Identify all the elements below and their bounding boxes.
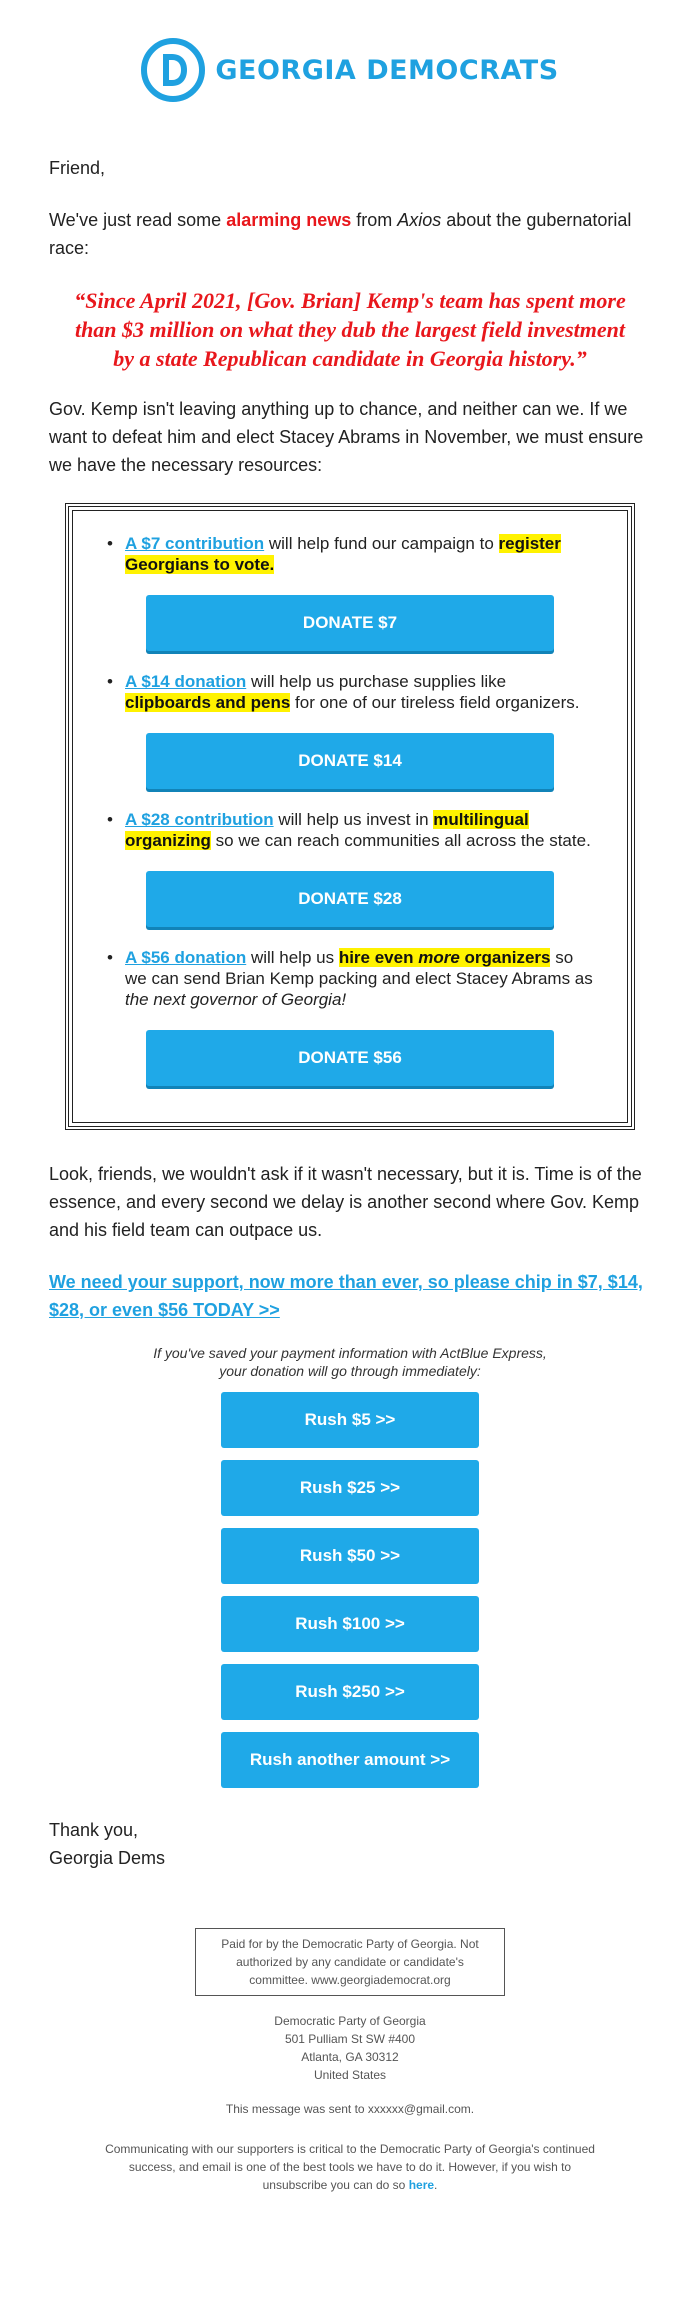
thank-you-text: Thank you, (49, 1820, 139, 1840)
bullet-icon: • (107, 810, 113, 829)
donation-list (107, 671, 593, 713)
bullet-icon: • (107, 948, 113, 967)
intro-text-c: about the gubernatorial race: (49, 210, 632, 258)
item-text: will help us invest in (273, 810, 434, 829)
address-line: Atlanta, GA 30312 (301, 2050, 399, 2064)
hl-emphasis: more (418, 948, 460, 967)
hl-text: organizers (459, 948, 551, 967)
donation-14-link[interactable]: A $14 donation (125, 672, 247, 691)
email-body (0, 154, 700, 1872)
axios-source: Axios (397, 210, 442, 230)
bullet-icon: • (107, 672, 113, 691)
item-text: so we can send Brian Kemp packing and elect Stacey Abrams as (125, 948, 593, 988)
democrats-d-icon (141, 38, 205, 102)
donate-56-button[interactable]: DONATE $56 (146, 1030, 554, 1086)
rush-25-button[interactable]: Rush $25 >> (221, 1460, 479, 1516)
contribution-7-link[interactable]: A $7 contribution (125, 534, 265, 553)
unsubscribe-notice (0, 2140, 700, 2194)
donate-7-button[interactable]: DONATE $7 (146, 595, 554, 651)
intro-text-b: from (351, 210, 398, 230)
donation-item-7 (107, 533, 593, 575)
item-text: will help us (246, 948, 339, 967)
unsubscribe-text: Communicating with our supporters is critical to the Democratic Party of Georgia's continued success, and email is one of the best tools we have to do it. However, if you wish to unsubscribe you can do so (105, 2142, 595, 2192)
address-line: Democratic Party of Georgia (274, 2014, 426, 2028)
donation-56-link[interactable]: A $56 donation (125, 948, 247, 967)
address-line: 501 Pulliam St SW #400 (284, 2032, 416, 2046)
unsubscribe-end: . (434, 2178, 438, 2192)
rush-250-button[interactable]: Rush $250 >> (221, 1664, 479, 1720)
alarming-news-text: alarming news (226, 210, 352, 230)
axios-quote: “Since April 2021, [Gov. Brian] Kemp's team has spent more than $3 million on what they dub the largest field investment by a state Republican candidate in Georgia history.” (74, 288, 626, 371)
rush-button-list (49, 1392, 651, 1788)
chip-in-cta-link[interactable]: We need your support, now more than ever, so please chip in $7, $14, $28, or even $56 TODAY >> (49, 1272, 643, 1320)
next-governor-emphasis: the next governor of Georgia! (125, 990, 347, 1009)
rush-50-button[interactable]: Rush $50 >> (221, 1528, 479, 1584)
signoff (49, 1816, 651, 1872)
hl-text: hire even (338, 948, 419, 967)
urgency-paragraph: Look, friends, we wouldn't ask if it wasn't necessary, but it is. Time is of the essence, and every second we delay is another second where Gov. Kemp and his field team can outpace us. (49, 1164, 642, 1240)
sent-to-notice: This message was sent to xxxxxx@gmail.com. (225, 2102, 475, 2116)
donate-28-button[interactable]: DONATE $28 (146, 871, 554, 927)
email-header (0, 0, 700, 140)
georgia-democrats-logo[interactable] (141, 38, 558, 102)
highlight-multilingual: multilingual organizing (125, 810, 529, 850)
donation-item-56 (107, 947, 593, 1010)
donation-item-28 (107, 809, 593, 851)
express-note-line1: If you've saved your payment information with ActBlue Express, (153, 1345, 547, 1361)
donation-list (107, 533, 593, 575)
item-text: so we can reach communities all across the state. (210, 831, 591, 850)
kemp-paragraph: Gov. Kemp isn't leaving anything up to chance, and neither can we. If we want to defeat him and elect Stacey Abrams in November, we must ensure we have the necessary resources: (49, 399, 644, 475)
highlight-organizers (339, 948, 551, 967)
unsubscribe-link[interactable]: here (408, 2178, 435, 2192)
donation-list (107, 809, 593, 851)
email-footer (0, 1928, 700, 2194)
intro-text-a: We've just read some (49, 210, 227, 230)
intro-paragraph (49, 206, 651, 262)
rush-100-button[interactable]: Rush $100 >> (221, 1596, 479, 1652)
rush-5-button[interactable]: Rush $5 >> (221, 1392, 479, 1448)
mailing-address (0, 2012, 700, 2084)
bullet-icon: • (107, 534, 113, 553)
address-line: United States (313, 2068, 387, 2082)
item-text: will help fund our campaign to (264, 534, 499, 553)
donate-14-button[interactable]: DONATE $14 (146, 733, 554, 789)
greeting: Friend, (49, 158, 106, 178)
signature: Georgia Dems (49, 1848, 166, 1868)
item-text: will help us purchase supplies like (246, 672, 507, 691)
logo-text: GEORGIA DEMOCRATS (215, 54, 559, 86)
actblue-express-note (49, 1344, 651, 1380)
rush-another-amount-button[interactable]: Rush another amount >> (221, 1732, 479, 1788)
donation-item-14 (107, 671, 593, 713)
highlight-clipboards: clipboards and pens (125, 693, 291, 712)
item-text: for one of our tireless field organizers. (290, 693, 580, 712)
donation-options-box (65, 503, 635, 1130)
express-note-line2: your donation will go through immediately: (219, 1363, 481, 1379)
highlight-register: register Georgians to vote. (125, 534, 561, 574)
donation-list (107, 947, 593, 1010)
contribution-28-link[interactable]: A $28 contribution (125, 810, 274, 829)
paid-for-disclaimer: Paid for by the Democratic Party of Georgia. Not authorized by any candidate or candidate's committee. www.georgiademocrat.org (195, 1928, 505, 1996)
